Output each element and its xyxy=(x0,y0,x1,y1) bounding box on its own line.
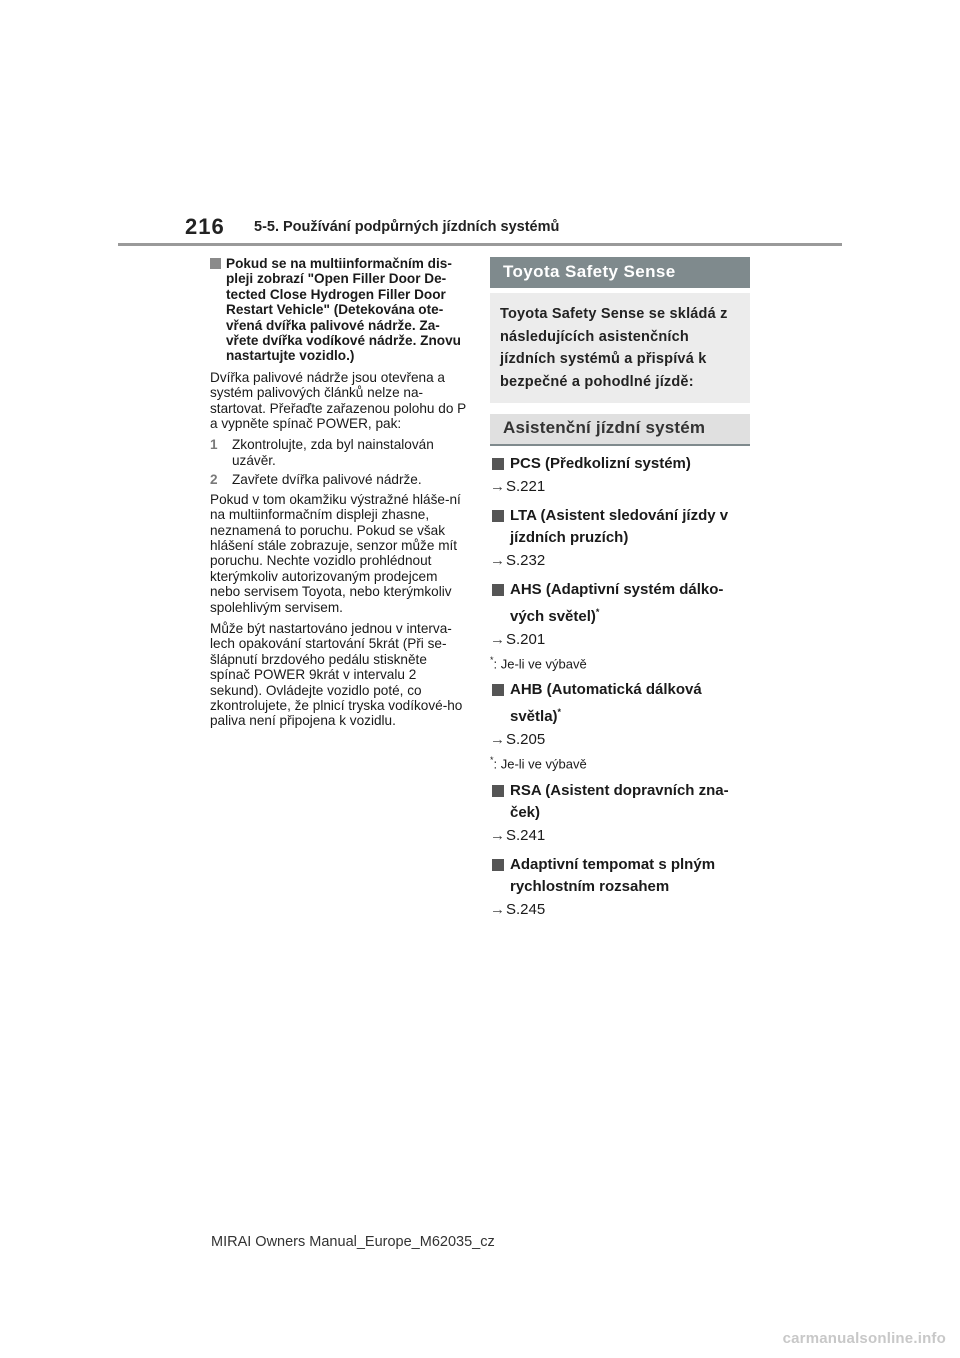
reference-text: S.232 xyxy=(506,552,546,569)
footnote-marker: * xyxy=(490,755,494,766)
step-number: 2 xyxy=(210,472,218,488)
reference-text: S.205 xyxy=(506,731,546,749)
page-reference[interactable] xyxy=(490,826,750,846)
feature-name: Adaptivní tempomat s plným rychlostním rozsahem xyxy=(510,855,716,895)
square-bullet-icon xyxy=(492,584,504,596)
feature-name: AHB (Automatická dálková světla) xyxy=(510,681,702,726)
feature-name: AHS (Adaptivní systém dálko-vých světel) xyxy=(510,581,724,625)
reference-text: S.201 xyxy=(506,631,546,648)
arrow-right-icon: → xyxy=(490,631,505,648)
square-bullet-icon xyxy=(492,785,504,797)
feature-item xyxy=(490,505,750,549)
watermark: carmanualsonline.info xyxy=(782,1330,946,1347)
left-column xyxy=(210,256,468,735)
footnote-marker: * xyxy=(490,655,494,665)
page-reference[interactable] xyxy=(490,630,750,650)
reference-text: S.241 xyxy=(506,826,546,844)
step-text: Zavřete dvířka palivové nádrže. xyxy=(232,472,422,488)
feature-item xyxy=(490,780,750,824)
page-header xyxy=(0,0,960,250)
square-bullet-icon xyxy=(492,458,504,470)
feature-name: RSA (Asistent dopravních zna-ček) xyxy=(510,781,729,821)
subsection-banner: Asistenční jízdní systém xyxy=(490,414,750,446)
square-bullet-icon xyxy=(492,510,504,522)
arrow-right-icon: → xyxy=(490,900,505,918)
page-reference[interactable] xyxy=(490,477,750,497)
feature-name: LTA (Asistent sledování jízdy v jízdních pruzích) xyxy=(510,507,729,546)
step-item xyxy=(210,437,468,468)
page-footer: MIRAI Owners Manual_Europe_M62035_cz xyxy=(211,1234,495,1250)
footnote xyxy=(490,651,750,673)
feature-item xyxy=(490,579,750,628)
square-bullet-icon xyxy=(492,684,504,696)
feature-item xyxy=(490,854,750,898)
reference-text: S.245 xyxy=(506,900,546,918)
footnote-text: : Je-li ve výbavě xyxy=(493,756,587,772)
section-title: 5-5. Používání podpůrných jízdních systémů xyxy=(254,219,560,235)
arrow-right-icon: → xyxy=(490,552,505,569)
footnote-marker: * xyxy=(595,607,600,617)
step-text: Zkontrolujte, zda byl nainstalován uzávěr. xyxy=(232,437,434,468)
step-item xyxy=(210,472,468,487)
paragraph: Pokud v tom okamžiku výstražné hláše-ní na multiinformačním displeji zhasne, neznamená to poruchu. Pokud se však hlášení stále zobrazuje, senzor může mít poruchu. Nechte vozidlo prohlédnout kterýmkoliv autorizovaným prodejcem nebo servisem Toyota, nebo kterýmkoliv spolehlivým servisem. xyxy=(210,491,461,615)
footnote-marker: * xyxy=(557,707,562,718)
arrow-right-icon: → xyxy=(490,731,505,749)
feature-item xyxy=(490,679,750,728)
page-number: 216 xyxy=(185,214,225,239)
paragraph: Může být nastartováno jednou v interva-lech opakování startování 5krát (Při se-šlápnutí brzdového pedálu stiskněte spínač POWER 9krát v intervalu 2 sekund). Ovládejte vozidlo poté, co zkontrolujete, že plnicí tryska vodíkové-ho paliva není připojena k vozidlu. xyxy=(210,620,463,729)
page-reference[interactable] xyxy=(490,551,750,571)
subheading-text: Pokud se na multiinformačním dis-pleji zobrazí "Open Filler Door De-tected Close Hydrogen Filler Door Restart Vehicle" (Detekována ote-vřená dvířka palivové nádrže. Za-vřete dvířka vodíkové nádrže. Znovu nastartujte vozidlo.) xyxy=(226,256,461,364)
warning-subheading xyxy=(210,256,468,364)
footnote xyxy=(490,751,750,773)
feature-name: PCS (Předkolizní systém) xyxy=(510,455,691,472)
paragraph: Dvířka palivové nádrže jsou otevřena a systém palivových článků nelze na-startovat. Přeřaďte zařazenou polohu do P a vypněte spínač POWER, pak: xyxy=(210,369,466,432)
square-bullet-icon xyxy=(210,258,221,269)
feature-list xyxy=(490,453,750,920)
page-reference[interactable] xyxy=(490,730,750,750)
arrow-right-icon: → xyxy=(490,478,505,495)
step-number: 1 xyxy=(210,437,218,453)
section-banner: Toyota Safety Sense xyxy=(490,257,750,288)
page-reference[interactable] xyxy=(490,900,750,920)
feature-item xyxy=(490,453,750,475)
intro-box: Toyota Safety Sense se skládá z následujících asistenčních jízdních systémů a přispívá k bezpečné a pohodlné jízdě: xyxy=(490,293,750,403)
header-divider xyxy=(118,243,842,246)
footnote-text: : Je-li ve výbavě xyxy=(493,656,587,672)
reference-text: S.221 xyxy=(506,478,546,495)
square-bullet-icon xyxy=(492,859,504,871)
arrow-right-icon: → xyxy=(490,826,505,844)
right-column xyxy=(490,257,750,920)
